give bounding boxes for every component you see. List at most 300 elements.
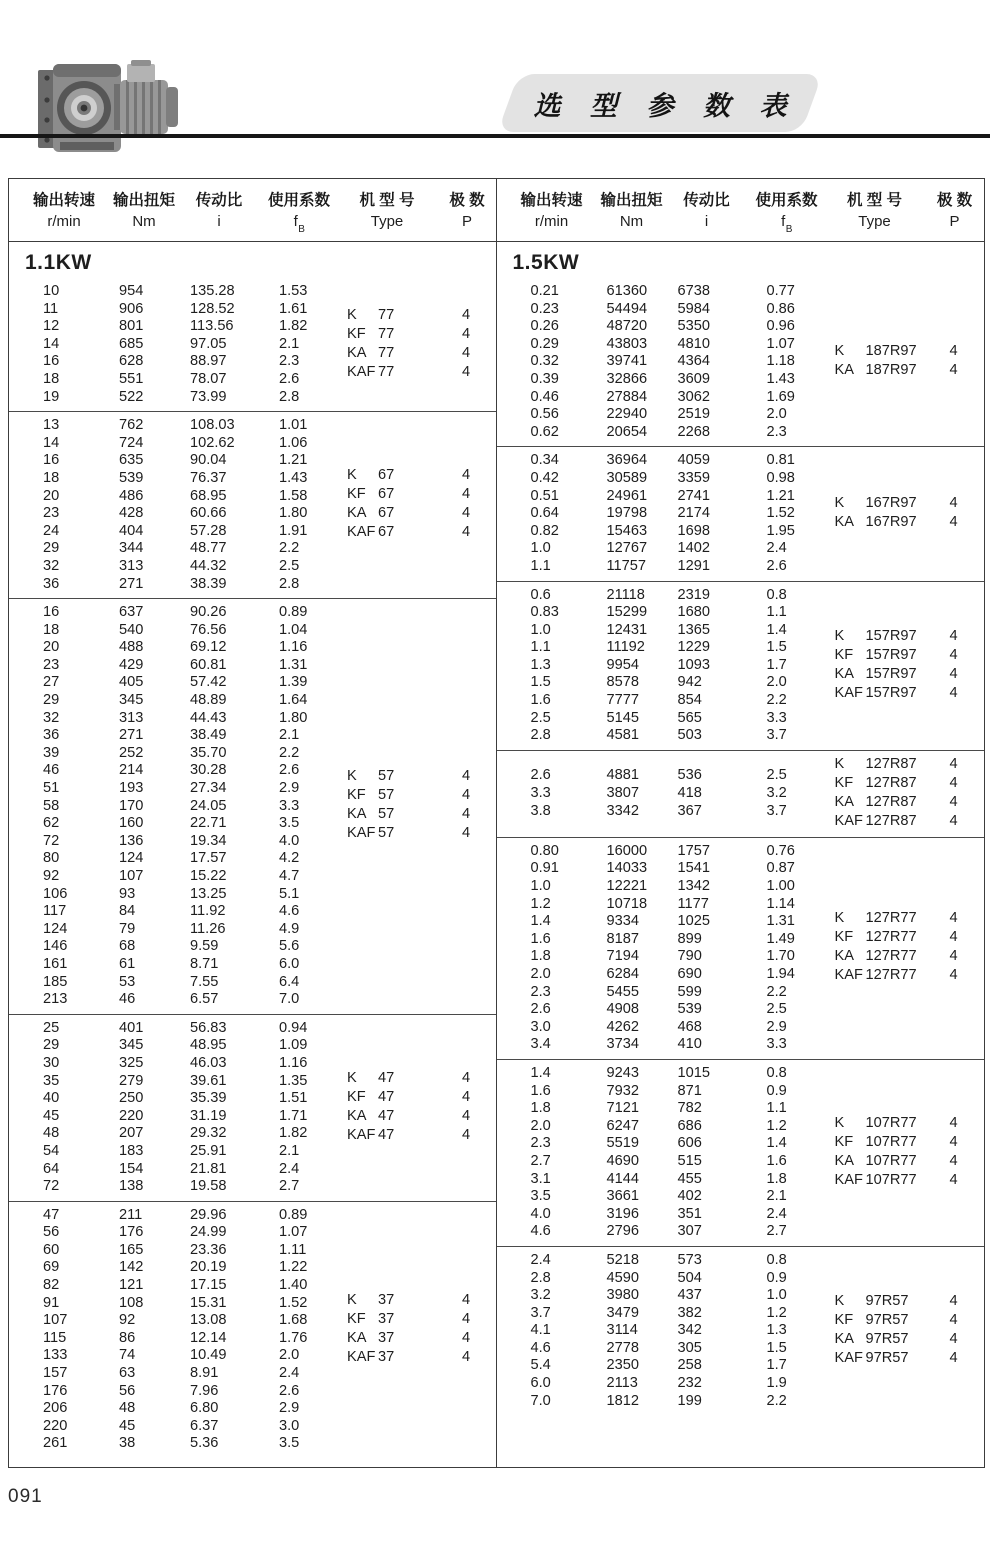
cell-ratio: 23.36	[190, 1241, 227, 1258]
cell-service-factor: 2.6	[279, 762, 300, 779]
cell-ratio: 8.91	[190, 1365, 219, 1382]
cell-speed: 29	[43, 540, 60, 557]
pole-count: 4	[949, 774, 958, 791]
cell-speed: 3.3	[530, 785, 551, 802]
cell-torque: 45	[119, 1417, 136, 1434]
cell-ratio: 57.28	[190, 522, 227, 539]
cell-speed: 20	[43, 639, 60, 656]
type-row	[835, 1331, 985, 1350]
column-unit: P	[461, 213, 473, 230]
table-row	[9, 435, 339, 453]
type-row	[347, 1108, 496, 1127]
type-prefix: KF	[834, 929, 854, 946]
cell-torque: 39741	[606, 353, 648, 370]
cell-torque: 271	[119, 575, 144, 592]
cell-ratio: 135.28	[190, 283, 235, 299]
type-size: 67	[378, 486, 395, 503]
cell-torque: 252	[119, 744, 144, 761]
data-block	[497, 751, 985, 838]
cell-ratio: 305	[677, 1339, 702, 1356]
pole-count: 4	[461, 505, 471, 522]
types-group	[339, 768, 496, 844]
cell-ratio: 342	[677, 1322, 702, 1339]
table-row	[9, 1277, 339, 1295]
cell-speed: 0.23	[530, 300, 559, 317]
type-size: 37	[378, 1348, 395, 1365]
table-row	[9, 558, 339, 576]
cell-ratio: 5.36	[190, 1435, 219, 1452]
type-row	[347, 1089, 496, 1108]
type-prefix: KAF	[347, 825, 376, 842]
cell-torque: 30589	[606, 469, 648, 486]
cell-speed: 64	[43, 1160, 60, 1177]
cell-service-factor: 1.6	[766, 1152, 787, 1169]
cell-speed: 2.6	[530, 767, 551, 784]
cell-torque: 160	[119, 815, 144, 832]
table-row	[497, 1153, 827, 1171]
type-size: 77	[378, 325, 395, 342]
cell-speed: 51	[43, 780, 60, 797]
type-row	[835, 775, 985, 794]
cell-ratio: 1093	[677, 656, 710, 673]
cell-speed: 2.4	[530, 1251, 551, 1268]
cell-speed: 36	[43, 575, 60, 592]
type-row	[347, 1349, 496, 1368]
cell-ratio: 15.22	[190, 868, 227, 884]
table-row	[497, 1357, 827, 1375]
cell-speed: 36	[43, 727, 60, 744]
cell-speed: 0.39	[530, 370, 559, 387]
cell-torque: 9334	[606, 913, 639, 930]
cell-speed: 14	[43, 335, 60, 352]
type-prefix: K	[834, 627, 845, 644]
pole-count: 4	[461, 1348, 471, 1365]
cell-speed: 72	[43, 1178, 60, 1195]
table-row	[497, 966, 827, 984]
cell-speed: 39	[43, 744, 60, 761]
cell-torque: 3807	[606, 785, 639, 802]
type-prefix: KA	[834, 793, 854, 810]
table-row	[9, 505, 339, 523]
type-size: 127R87	[865, 774, 917, 791]
cell-ratio: 90.26	[190, 604, 227, 621]
table-row	[497, 931, 827, 949]
cell-torque: 250	[119, 1090, 144, 1107]
cell-speed: 133	[43, 1347, 68, 1364]
cell-torque: 2796	[606, 1223, 639, 1240]
column-label: 输出扭矩	[600, 192, 663, 209]
cell-ratio: 3359	[677, 469, 710, 486]
table-row	[497, 540, 827, 558]
types-group	[827, 495, 985, 533]
cell-ratio: 1015	[677, 1064, 710, 1081]
cell-torque: 5218	[606, 1251, 639, 1268]
cell-speed: 2.5	[530, 709, 551, 726]
cell-service-factor: 4.7	[279, 868, 300, 884]
cell-speed: 0.64	[530, 505, 559, 522]
cell-ratio: 68.95	[190, 487, 227, 504]
table-row	[9, 1259, 339, 1277]
cell-ratio: 606	[677, 1135, 702, 1152]
cell-service-factor: 0.8	[766, 586, 787, 603]
cell-torque: 405	[119, 674, 144, 691]
table-row	[497, 913, 827, 931]
cell-service-factor: 0.8	[766, 1064, 787, 1081]
column-unit: $f_B$	[781, 213, 793, 235]
type-row	[347, 1311, 496, 1330]
type-size: 97R57	[865, 1331, 909, 1348]
type-prefix: KAF	[347, 1348, 376, 1365]
rows-group	[9, 604, 339, 1009]
cell-ratio: 6.37	[190, 1417, 219, 1434]
type-prefix: KAF	[347, 1126, 376, 1143]
table-row	[497, 505, 827, 523]
cell-torque: 637	[119, 604, 144, 621]
cell-speed: 82	[43, 1277, 60, 1294]
cell-ratio: 468	[677, 1018, 702, 1035]
type-size: 67	[378, 467, 395, 484]
table-row	[9, 1178, 339, 1196]
table-row	[9, 318, 339, 336]
type-size: 157R97	[865, 627, 917, 644]
cell-torque: 54494	[606, 300, 648, 317]
type-prefix: KA	[834, 665, 854, 682]
cell-ratio: 573	[677, 1251, 702, 1268]
pole-count: 4	[949, 343, 958, 360]
table-row	[497, 785, 827, 803]
cell-service-factor: 4.9	[279, 920, 300, 937]
cell-service-factor: 2.2	[766, 983, 787, 1000]
table-row	[9, 488, 339, 506]
cell-torque: 4144	[606, 1170, 639, 1187]
table-row	[497, 860, 827, 878]
cell-torque: 193	[119, 780, 144, 797]
type-row	[347, 1292, 496, 1311]
cell-torque: 540	[119, 621, 144, 638]
column-label: 极 数	[936, 192, 973, 209]
table-row	[9, 727, 339, 745]
pole-count: 4	[949, 929, 958, 946]
table-row	[9, 1435, 339, 1453]
cell-service-factor: 3.5	[279, 1435, 300, 1452]
pole-count: 4	[461, 1310, 471, 1327]
table-header	[497, 179, 985, 242]
cell-service-factor: 1.16	[279, 639, 308, 656]
cell-speed: 0.34	[530, 452, 559, 469]
cell-torque: 136	[119, 832, 144, 849]
cell-torque: 74	[119, 1347, 136, 1364]
cell-ratio: 1177	[677, 895, 709, 912]
type-row	[835, 1115, 985, 1134]
cell-torque: 214	[119, 762, 144, 779]
column-label: 传动比	[195, 192, 243, 209]
table-row	[9, 353, 339, 371]
type-row	[835, 1134, 985, 1153]
type-size: 47	[378, 1126, 395, 1143]
cell-service-factor: 4.2	[279, 850, 300, 867]
pole-count: 4	[461, 1069, 471, 1086]
cell-ratio: 1680	[677, 604, 710, 621]
cell-ratio: 1025	[677, 913, 710, 930]
cell-torque: 12767	[606, 540, 648, 557]
cell-ratio: 35.70	[190, 744, 227, 761]
table-row	[497, 1223, 827, 1241]
cell-service-factor: 2.5	[279, 557, 300, 574]
table-row	[497, 336, 827, 354]
data-block	[9, 278, 496, 412]
table-row	[497, 1135, 827, 1153]
cell-service-factor: 6.0	[279, 955, 300, 972]
cell-torque: 48720	[606, 318, 648, 335]
page-number: 091	[8, 1486, 43, 1507]
cell-service-factor: 2.2	[279, 744, 300, 761]
cell-service-factor: 1.5	[766, 639, 787, 656]
pole-count: 4	[461, 467, 471, 484]
table-row	[9, 604, 339, 622]
cell-service-factor: 2.2	[766, 692, 787, 709]
cell-torque: 7777	[606, 692, 639, 709]
type-size: 47	[378, 1088, 395, 1105]
table-row	[9, 336, 339, 354]
cell-speed: 0.91	[530, 860, 559, 877]
cell-speed: 4.0	[530, 1205, 551, 1222]
table-row	[497, 1036, 827, 1054]
cell-speed: 29	[43, 692, 60, 709]
type-size: 127R77	[865, 967, 917, 984]
cell-speed: 6.0	[530, 1375, 551, 1392]
cell-service-factor: 1.76	[279, 1329, 308, 1346]
table-row	[497, 657, 827, 675]
pole-count: 4	[461, 806, 471, 823]
cell-speed: 29	[43, 1037, 60, 1054]
cell-speed: 261	[43, 1435, 68, 1452]
cell-ratio: 782	[677, 1100, 702, 1117]
cell-speed: 47	[43, 1206, 60, 1223]
cell-service-factor: 1.51	[279, 1090, 308, 1107]
table-row	[497, 1322, 827, 1340]
cell-speed: 146	[43, 938, 68, 955]
cell-torque: 551	[119, 370, 144, 387]
type-prefix: KAF	[347, 524, 376, 541]
cell-torque: 53	[119, 973, 136, 990]
cell-service-factor: 4.0	[279, 832, 300, 849]
cell-ratio: 44.32	[190, 557, 227, 574]
cell-ratio: 69.12	[190, 639, 227, 656]
cell-torque: 4262	[606, 1018, 639, 1035]
cell-speed: 1.6	[530, 1082, 551, 1099]
type-size: 167R97	[865, 494, 917, 511]
table-row	[9, 283, 339, 301]
cell-ratio: 1365	[677, 621, 710, 638]
table-row	[497, 1270, 827, 1288]
cell-ratio: 48.95	[190, 1037, 227, 1054]
cell-speed: 0.51	[530, 487, 559, 504]
pole-count: 4	[461, 1291, 471, 1308]
cell-service-factor: 0.81	[766, 452, 795, 469]
cell-ratio: 599	[677, 983, 702, 1000]
cell-torque: 906	[119, 300, 144, 317]
type-row	[835, 685, 985, 704]
cell-torque: 11757	[606, 557, 646, 574]
cell-ratio: 11.92	[190, 903, 226, 920]
table-row	[9, 850, 339, 868]
table-row	[497, 710, 827, 728]
cell-speed: 3.0	[530, 1018, 551, 1035]
cell-ratio: 24.05	[190, 797, 227, 814]
table-row	[497, 1001, 827, 1019]
cell-speed: 24	[43, 522, 60, 539]
cell-torque: 86	[119, 1329, 136, 1346]
type-prefix: KF	[347, 787, 366, 804]
cell-torque: 271	[119, 727, 144, 744]
table-row	[497, 878, 827, 896]
cell-service-factor: 7.0	[279, 991, 300, 1008]
table-row	[9, 523, 339, 541]
cell-torque: 20654	[606, 423, 648, 440]
cell-speed: 1.1	[530, 639, 551, 656]
cell-service-factor: 2.9	[279, 1400, 300, 1417]
type-size: 97R57	[865, 1293, 909, 1310]
cell-torque: 344	[119, 540, 144, 557]
cell-ratio: 307	[677, 1223, 702, 1240]
type-prefix: KA	[834, 1152, 854, 1169]
table-row	[497, 1252, 827, 1270]
table-row	[9, 1143, 339, 1161]
cell-speed: 23	[43, 656, 60, 673]
cell-speed: 0.56	[530, 406, 559, 423]
type-size: 37	[378, 1310, 395, 1327]
cell-service-factor: 2.0	[279, 1347, 300, 1364]
cell-speed: 72	[43, 832, 60, 849]
cell-service-factor: 2.0	[766, 674, 787, 691]
table-row	[9, 1073, 339, 1091]
data-block	[497, 278, 985, 447]
table-row	[497, 727, 827, 745]
table-row	[9, 1055, 339, 1073]
cell-speed: 16	[43, 604, 60, 621]
cell-service-factor: 5.6	[279, 938, 300, 955]
cell-torque: 14033	[606, 860, 648, 877]
cell-speed: 1.6	[530, 692, 551, 709]
type-prefix: KA	[834, 362, 854, 379]
pole-count: 4	[461, 768, 471, 785]
cell-service-factor: 3.2	[766, 785, 787, 802]
column-label: 机 型 号	[846, 192, 903, 209]
table-row	[9, 921, 339, 939]
types-group	[827, 1293, 985, 1369]
cell-speed: 1.0	[530, 621, 551, 638]
types-group	[339, 307, 496, 383]
table-row	[497, 843, 827, 861]
column-label: 输出转速	[32, 192, 96, 209]
cell-ratio: 38.39	[190, 575, 227, 592]
types-group	[339, 1292, 496, 1368]
cell-ratio: 367	[677, 802, 702, 819]
table-row	[497, 353, 827, 371]
table-row	[9, 780, 339, 798]
cell-speed: 69	[43, 1259, 60, 1276]
cell-torque: 32866	[606, 370, 648, 387]
type-row	[347, 486, 496, 505]
rows-group	[497, 767, 827, 820]
cell-service-factor: 1.64	[279, 692, 308, 709]
cell-torque: 142	[119, 1259, 144, 1276]
cell-speed: 18	[43, 621, 60, 638]
cell-service-factor: 0.89	[279, 604, 308, 621]
table-row	[9, 762, 339, 780]
cell-service-factor: 1.70	[766, 948, 795, 965]
cell-speed: 7.0	[530, 1392, 551, 1409]
cell-ratio: 6738	[677, 283, 710, 299]
table-row	[9, 1347, 339, 1365]
cell-torque: 92	[119, 1312, 136, 1329]
cell-speed: 3.4	[530, 1036, 551, 1053]
rows-group	[9, 417, 339, 593]
cell-service-factor: 1.52	[766, 505, 795, 522]
cell-service-factor: 1.07	[766, 335, 795, 352]
type-size: 157R97	[865, 684, 917, 701]
pole-count: 4	[949, 1312, 958, 1329]
cell-speed: 2.8	[530, 1269, 551, 1286]
cell-speed: 4.6	[530, 1339, 551, 1356]
cell-torque: 2350	[606, 1357, 639, 1374]
column-label: 传动比	[683, 192, 730, 209]
cell-torque: 7194	[606, 948, 639, 965]
cell-ratio: 44.43	[190, 709, 227, 726]
cell-speed: 13	[43, 417, 60, 434]
cell-service-factor: 1.1	[766, 1100, 787, 1117]
type-size: 107R77	[865, 1152, 917, 1169]
table-row	[497, 896, 827, 914]
table-row	[497, 318, 827, 336]
table-row	[9, 692, 339, 710]
cell-torque: 9243	[606, 1064, 639, 1081]
cell-ratio: 402	[677, 1188, 702, 1205]
cell-ratio: 15.31	[190, 1294, 227, 1311]
table-row	[9, 1383, 339, 1401]
cell-torque: 38	[119, 1435, 136, 1452]
table-row	[497, 1340, 827, 1358]
pole-count: 4	[461, 325, 471, 342]
table-row	[497, 604, 827, 622]
cell-service-factor: 5.1	[279, 885, 300, 902]
type-row	[835, 628, 985, 647]
table-row	[9, 657, 339, 675]
rows-group	[497, 1065, 827, 1241]
cell-torque: 4590	[606, 1269, 639, 1286]
type-size: 97R57	[865, 1350, 909, 1367]
column-unit: $f_B$	[293, 213, 305, 235]
cell-service-factor: 1.21	[766, 487, 795, 504]
table-row	[9, 798, 339, 816]
table-row	[9, 389, 339, 407]
cell-service-factor: 3.7	[766, 727, 787, 744]
type-row	[835, 514, 985, 533]
cell-ratio: 128.52	[190, 300, 235, 317]
type-prefix: K	[347, 1069, 357, 1086]
table-row	[497, 803, 827, 821]
table-row	[9, 1400, 339, 1418]
cell-ratio: 76.56	[190, 621, 227, 638]
cell-torque: 165	[119, 1241, 144, 1258]
cell-service-factor: 1.14	[766, 895, 795, 912]
cell-speed: 3.8	[530, 802, 551, 819]
header-rule	[0, 134, 990, 138]
cell-torque: 4908	[606, 1001, 639, 1018]
cell-ratio: 46.03	[190, 1054, 227, 1071]
cell-torque: 84	[119, 903, 136, 920]
cell-torque: 36964	[606, 452, 648, 469]
